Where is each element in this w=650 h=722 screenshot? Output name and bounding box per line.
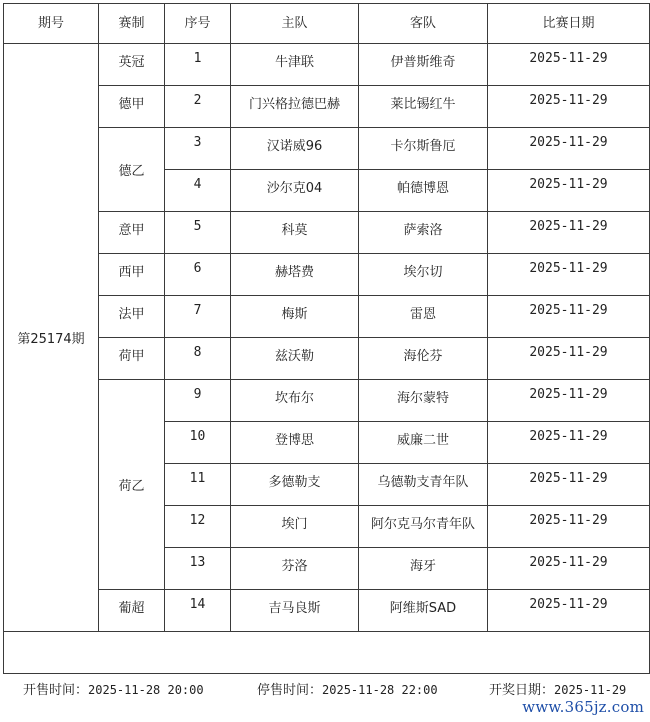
match-date-cell: 2025-11-29 — [488, 212, 650, 254]
match-date-cell: 2025-11-29 — [488, 296, 650, 338]
match-number-cell: 13 — [165, 548, 231, 590]
home-team-cell: 多德勒支 — [231, 464, 359, 506]
match-date-cell: 2025-11-29 — [488, 254, 650, 296]
away-team-cell: 埃尔切 — [359, 254, 488, 296]
table-header-row — [4, 4, 650, 44]
match-number-cell: 12 — [165, 506, 231, 548]
table-row — [4, 590, 650, 632]
home-team-cell: 门兴格拉德巴赫 — [231, 86, 359, 128]
table-row — [4, 44, 650, 86]
fixture-table — [3, 3, 650, 674]
away-team-cell: 海尔蒙特 — [359, 380, 488, 422]
match-number-cell: 14 — [165, 590, 231, 632]
league-cell: 法甲 — [99, 296, 165, 338]
league-cell: 荷乙 — [99, 380, 165, 590]
match-date-cell: 2025-11-29 — [488, 590, 650, 632]
issue-cell: 第25174期 — [4, 44, 99, 632]
home-team-cell: 梅斯 — [231, 296, 359, 338]
table-row — [4, 338, 650, 380]
match-number-cell: 8 — [165, 338, 231, 380]
sale-open-time — [23, 679, 204, 698]
fixture-body — [4, 44, 650, 632]
table-row — [4, 254, 650, 296]
match-number-cell: 10 — [165, 422, 231, 464]
league-cell: 英冠 — [99, 44, 165, 86]
away-team-cell: 萨索洛 — [359, 212, 488, 254]
match-number-cell: 3 — [165, 128, 231, 170]
away-team-cell: 莱比锡红牛 — [359, 86, 488, 128]
away-team-cell: 乌德勒支青年队 — [359, 464, 488, 506]
away-team-cell: 卡尔斯鲁厄 — [359, 128, 488, 170]
home-team-cell: 吉马良斯 — [231, 590, 359, 632]
match-number-cell: 7 — [165, 296, 231, 338]
table-row — [4, 212, 650, 254]
match-number-cell: 5 — [165, 212, 231, 254]
match-number-cell: 1 — [165, 44, 231, 86]
match-date-cell: 2025-11-29 — [488, 170, 650, 212]
league-cell: 西甲 — [99, 254, 165, 296]
home-team-cell: 芬洛 — [231, 548, 359, 590]
league-cell: 葡超 — [99, 590, 165, 632]
match-number-cell: 6 — [165, 254, 231, 296]
sale-close-value: 2025-11-28 22:00 — [322, 682, 438, 697]
away-team-cell: 伊普斯维奇 — [359, 44, 488, 86]
table-row — [4, 86, 650, 128]
match-date-cell: 2025-11-29 — [488, 422, 650, 464]
site-watermark: www.365jz.com — [522, 698, 644, 716]
league-cell: 德乙 — [99, 128, 165, 212]
home-team-cell: 登博思 — [231, 422, 359, 464]
header-league: 赛制 — [99, 4, 165, 44]
match-number-cell: 2 — [165, 86, 231, 128]
home-team-cell: 牛津联 — [231, 44, 359, 86]
match-number-cell: 9 — [165, 380, 231, 422]
away-team-cell: 阿维斯SAD — [359, 590, 488, 632]
table-row — [4, 128, 650, 170]
league-cell: 意甲 — [99, 212, 165, 254]
header-home-team: 主队 — [231, 4, 359, 44]
away-team-cell: 海伦芬 — [359, 338, 488, 380]
sale-open-value: 2025-11-28 20:00 — [88, 682, 204, 697]
away-team-cell: 海牙 — [359, 548, 488, 590]
league-cell: 德甲 — [99, 86, 165, 128]
match-date-cell: 2025-11-29 — [488, 128, 650, 170]
home-team-cell: 科莫 — [231, 212, 359, 254]
blank-row — [4, 632, 650, 674]
sale-close-label: 停售时间： — [257, 682, 323, 698]
table-row — [4, 296, 650, 338]
away-team-cell: 威廉二世 — [359, 422, 488, 464]
match-date-cell: 2025-11-29 — [488, 380, 650, 422]
home-team-cell: 汉诺威96 — [231, 128, 359, 170]
header-issue: 期号 — [4, 4, 99, 44]
sale-open-label: 开售时间： — [23, 682, 89, 698]
home-team-cell: 赫塔费 — [231, 254, 359, 296]
table-row — [4, 380, 650, 422]
league-cell: 荷甲 — [99, 338, 165, 380]
match-number-cell: 4 — [165, 170, 231, 212]
home-team-cell: 埃门 — [231, 506, 359, 548]
draw-date-label: 开奖日期： — [489, 682, 555, 698]
header-number: 序号 — [165, 4, 231, 44]
match-date-cell: 2025-11-29 — [488, 506, 650, 548]
away-team-cell: 帕德博恩 — [359, 170, 488, 212]
home-team-cell: 坎布尔 — [231, 380, 359, 422]
match-date-cell: 2025-11-29 — [488, 548, 650, 590]
blank-cell — [4, 632, 650, 674]
header-away-team: 客队 — [359, 4, 488, 44]
match-date-cell: 2025-11-29 — [488, 464, 650, 506]
home-team-cell: 兹沃勒 — [231, 338, 359, 380]
sale-close-time — [257, 679, 438, 698]
away-team-cell: 阿尔克马尔青年队 — [359, 506, 488, 548]
match-number-cell: 11 — [165, 464, 231, 506]
home-team-cell: 沙尔克04 — [231, 170, 359, 212]
draw-date-value: 2025-11-29 — [554, 682, 627, 697]
header-match-date: 比赛日期 — [488, 4, 650, 44]
match-date-cell: 2025-11-29 — [488, 86, 650, 128]
away-team-cell: 雷恩 — [359, 296, 488, 338]
draw-date — [489, 679, 626, 698]
match-date-cell: 2025-11-29 — [488, 44, 650, 86]
match-date-cell: 2025-11-29 — [488, 338, 650, 380]
